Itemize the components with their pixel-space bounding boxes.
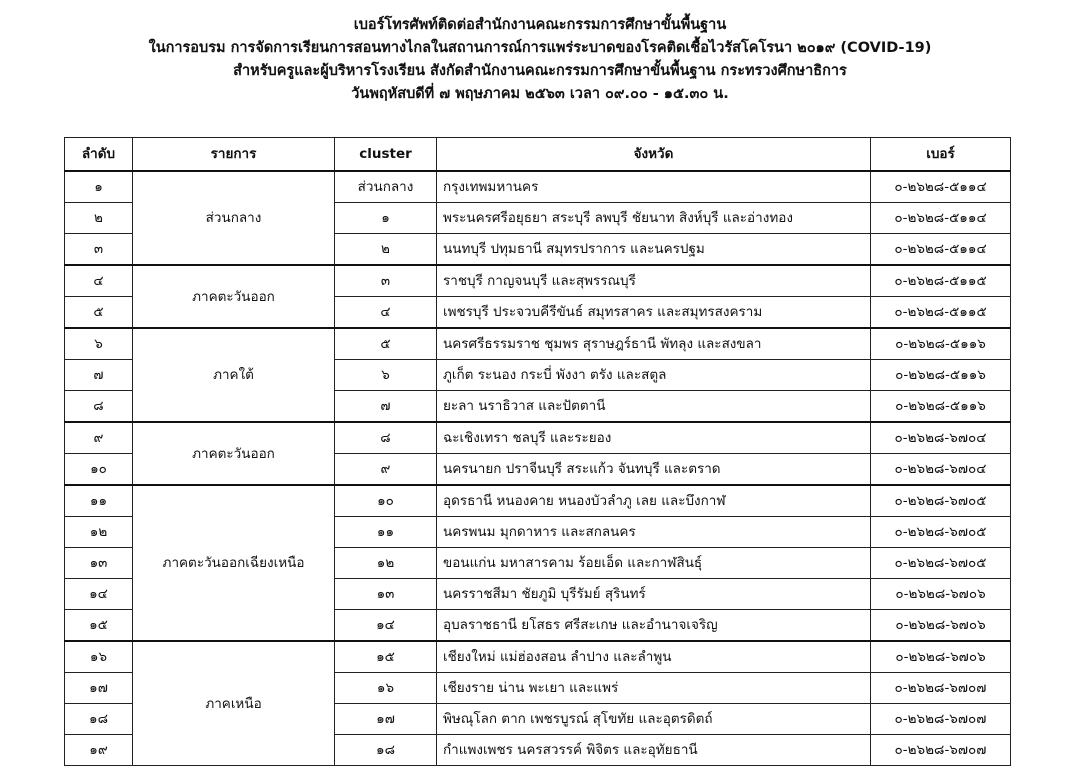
order-cell: ๑๖	[65, 641, 133, 673]
order-cell: ๑๑	[65, 485, 133, 517]
province-cell: นครพนม มุกดาหาร และสกลนคร	[437, 517, 871, 548]
phone-cell: ๐-๒๖๒๘-๖๗๐๖	[871, 610, 1011, 642]
province-cell: อุดรธานี หนองคาย หนองบัวลำภู เลย และบึงกาฬ	[437, 485, 871, 517]
phone-cell: ๐-๒๖๒๘-๖๗๐๔	[871, 454, 1011, 486]
province-cell: ยะลา นราธิวาส และปัตตานี	[437, 391, 871, 423]
column-header-order: ลำดับ	[65, 138, 133, 172]
cluster-cell: ๒	[335, 234, 437, 266]
province-cell: เชียงใหม่ แม่ฮ่องสอน ลำปาง และลำพูน	[437, 641, 871, 673]
phone-cell: ๐-๒๖๒๘-๕๑๑๔	[871, 171, 1011, 203]
order-cell: ๙	[65, 422, 133, 454]
cluster-cell: ๑๖	[335, 673, 437, 704]
province-cell: นครราชสีมา ชัยภูมิ บุรีรัมย์ สุรินทร์	[437, 579, 871, 610]
cluster-cell: ๘	[335, 422, 437, 454]
order-cell: ๑๒	[65, 517, 133, 548]
phone-cell: ๐-๒๖๒๘-๕๑๑๔	[871, 234, 1011, 266]
order-cell: ๗	[65, 360, 133, 391]
phone-cell: ๐-๒๖๒๘-๕๑๑๖	[871, 391, 1011, 423]
province-cell: ภูเก็ต ระนอง กระบี่ พังงา ตรัง และสตูล	[437, 360, 871, 391]
table-row	[65, 328, 1011, 360]
province-cell: กรุงเทพมหานคร	[437, 171, 871, 203]
order-cell: ๑	[65, 171, 133, 203]
column-header-cluster: cluster	[335, 138, 437, 172]
cluster-cell: ๑	[335, 203, 437, 234]
table-row	[65, 422, 1011, 454]
phone-cell: ๐-๒๖๒๘-๕๑๑๖	[871, 328, 1011, 360]
region-cell: ภาคตะวันออก	[133, 422, 335, 485]
table-row	[65, 641, 1011, 673]
cluster-cell: ๑๕	[335, 641, 437, 673]
region-cell: ภาคตะวันออก	[133, 265, 335, 328]
header-title: เบอร์โทรศัพท์ติดต่อสำนักงานคณะกรรมการศึกษาขั้นพื้นฐาน	[353, 17, 727, 33]
province-cell: นครนายก ปราจีนบุรี สระแก้ว จันทบุรี และตราด	[437, 454, 871, 486]
cluster-cell: ๑๐	[335, 485, 437, 517]
order-cell: ๓	[65, 234, 133, 266]
table-row	[65, 265, 1011, 297]
province-cell: เพชรบุรี ประจวบคีรีขันธ์ สมุทรสาคร และสมุทรสงคราม	[437, 297, 871, 329]
cluster-cell: ๑๒	[335, 548, 437, 579]
phone-cell: ๐-๒๖๒๘-๖๗๐๖	[871, 641, 1011, 673]
province-cell: ราชบุรี กาญจนบุรี และสุพรรณบุรี	[437, 265, 871, 297]
order-cell: ๑๓	[65, 548, 133, 579]
cluster-cell: ๗	[335, 391, 437, 423]
province-cell: ขอนแก่น มหาสารคาม ร้อยเอ็ด และกาฬสินธุ์	[437, 548, 871, 579]
order-cell: ๒	[65, 203, 133, 234]
column-header-province: จังหวัด	[437, 138, 871, 172]
phone-cell: ๐-๒๖๒๘-๖๗๐๕	[871, 548, 1011, 579]
order-cell: ๑๐	[65, 454, 133, 486]
region-cell: ภาคใต้	[133, 328, 335, 422]
cluster-cell: ๔	[335, 297, 437, 329]
cluster-cell: ๕	[335, 328, 437, 360]
phone-cell: ๐-๒๖๒๘-๖๗๐๗	[871, 673, 1011, 704]
table-header-row	[65, 138, 1011, 172]
header-training-topic: ในการอบรม การจัดการเรียนการสอนทางไกลในสถานการณ์การแพร่ระบาดของโรคติดเชื้อไวรัสโคโรนา ๒๐๑๙ (COVID-19)	[148, 40, 932, 56]
header-audience: สำหรับครูและผู้บริหารโรงเรียน สังกัดสำนักงานคณะกรรมการศึกษาขั้นพื้นฐาน กระทรวงศึกษาธิการ	[233, 63, 847, 79]
order-cell: ๘	[65, 391, 133, 423]
order-cell: ๔	[65, 265, 133, 297]
column-header-item: รายการ	[133, 138, 335, 172]
phone-cell: ๐-๒๖๒๘-๖๗๐๕	[871, 517, 1011, 548]
province-cell: พิษณุโลก ตาก เพชรบูรณ์ สุโขทัย และอุตรดิตถ์	[437, 704, 871, 735]
phone-cell: ๐-๒๖๒๘-๖๗๐๖	[871, 579, 1011, 610]
phone-cell: ๐-๒๖๒๘-๖๗๐๗	[871, 735, 1011, 766]
province-cell: พระนครศรีอยุธยา สระบุรี ลพบุรี ชัยนาท สิงห์บุรี และอ่างทอง	[437, 203, 871, 234]
province-cell: เชียงราย น่าน พะเยา และแพร่	[437, 673, 871, 704]
phone-cell: ๐-๒๖๒๘-๕๑๑๔	[871, 203, 1011, 234]
order-cell: ๑๕	[65, 610, 133, 642]
cluster-cell: ๑๗	[335, 704, 437, 735]
column-header-phone: เบอร์	[871, 138, 1011, 172]
order-cell: ๖	[65, 328, 133, 360]
order-cell: ๑๗	[65, 673, 133, 704]
region-cell: ภาคเหนือ	[133, 641, 335, 766]
order-cell: ๑๔	[65, 579, 133, 610]
cluster-cell: ๙	[335, 454, 437, 486]
contact-table	[64, 137, 1011, 766]
province-cell: กำแพงเพชร นครสวรรค์ พิจิตร และอุทัยธานี	[437, 735, 871, 766]
table-body	[65, 171, 1011, 766]
phone-cell: ๐-๒๖๒๘-๖๗๐๗	[871, 704, 1011, 735]
table-row	[65, 171, 1011, 203]
province-cell: ฉะเชิงเทรา ชลบุรี และระยอง	[437, 422, 871, 454]
phone-cell: ๐-๒๖๒๘-๕๑๑๕	[871, 297, 1011, 329]
header-date-time: วันพฤหัสบดีที่ ๗ พฤษภาคม ๒๕๖๓ เวลา ๐๙.๐๐ - ๑๕.๓๐ น.	[351, 86, 729, 102]
province-cell: นนทบุรี ปทุมธานี สมุทรปราการ และนครปฐม	[437, 234, 871, 266]
cluster-cell: ๓	[335, 265, 437, 297]
cluster-cell: ๑๘	[335, 735, 437, 766]
region-cell: ภาคตะวันออกเฉียงเหนือ	[133, 485, 335, 641]
table-row	[65, 485, 1011, 517]
order-cell: ๕	[65, 297, 133, 329]
order-cell: ๑๘	[65, 704, 133, 735]
order-cell: ๑๙	[65, 735, 133, 766]
province-cell: อุบลราชธานี ยโสธร ศรีสะเกษ และอำนาจเจริญ	[437, 610, 871, 642]
cluster-cell: ๑๓	[335, 579, 437, 610]
cluster-cell: ๑๔	[335, 610, 437, 642]
cluster-cell: ๑๑	[335, 517, 437, 548]
region-cell: ส่วนกลาง	[133, 171, 335, 265]
document-header	[0, 14, 1080, 106]
phone-cell: ๐-๒๖๒๘-๖๗๐๔	[871, 422, 1011, 454]
cluster-cell: ๖	[335, 360, 437, 391]
phone-cell: ๐-๒๖๒๘-๕๑๑๖	[871, 360, 1011, 391]
phone-cell: ๐-๒๖๒๘-๖๗๐๕	[871, 485, 1011, 517]
cluster-cell: ส่วนกลาง	[335, 171, 437, 203]
province-cell: นครศรีธรรมราช ชุมพร สุราษฎร์ธานี พัทลุง และสงขลา	[437, 328, 871, 360]
phone-cell: ๐-๒๖๒๘-๕๑๑๕	[871, 265, 1011, 297]
